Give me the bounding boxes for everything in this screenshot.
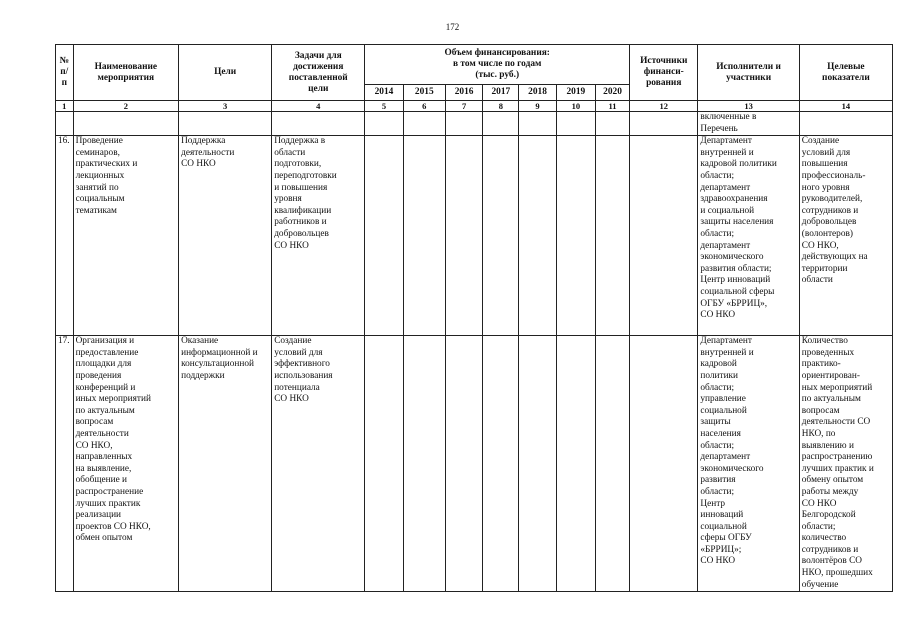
row-executors: Департамент внутренней и кадровой политики области; департамент здравоохранения и социальной защиты населения области; департамент экономического развития области; Центр инноваций социальной сферы ОГБУ «БРРИЦ», СО НКО — [698, 136, 799, 336]
header-year: 2014 — [365, 85, 403, 101]
header-no: № п/п — [56, 45, 74, 101]
table-row — [56, 336, 893, 592]
column-number: 12 — [630, 101, 698, 112]
row-tasks: Поддержка в области подготовки, переподготовки и повышения уровня квалификации работников и добровольцев СО НКО — [272, 136, 365, 336]
header-year: 2019 — [556, 85, 595, 101]
row-number: 17. — [56, 336, 74, 592]
column-number: 10 — [556, 101, 595, 112]
continuation-executors: включенные в Перечень — [698, 112, 799, 136]
column-number: 14 — [799, 101, 892, 112]
row-goals: Поддержка деятельности СО НКО — [179, 136, 272, 336]
column-number: 11 — [595, 101, 629, 112]
row-executors: Департамент внутренней и кадровой политики области; управление социальной защиты населения области; департамент экономического развития области; Центр инноваций социальной сферы ОГБУ «БРРИЦ»; СО НКО — [698, 336, 799, 592]
header-year: 2018 — [519, 85, 556, 101]
page-number: 172 — [445, 22, 460, 32]
header-year: 2017 — [483, 85, 519, 101]
column-number: 13 — [698, 101, 799, 112]
header-name: Наименование мероприятия — [73, 45, 179, 101]
column-number: 5 — [365, 101, 403, 112]
column-number: 1 — [56, 101, 74, 112]
program-table — [55, 44, 893, 592]
continuation-row — [56, 112, 893, 136]
row-number: 16. — [56, 136, 74, 336]
column-number: 7 — [445, 101, 482, 112]
table-row — [56, 136, 893, 336]
column-number: 9 — [519, 101, 556, 112]
row-goals: Оказание информационной и консультационной поддержки — [179, 336, 272, 592]
header-goals: Цели — [179, 45, 272, 101]
row-name: Проведение семинаров, практических и лекционных занятий по социальным тематикам — [73, 136, 179, 336]
header-sources: Источники финанси- рования — [630, 45, 698, 101]
header-year: 2020 — [595, 85, 629, 101]
header-year: 2016 — [445, 85, 482, 101]
header-year: 2015 — [403, 85, 445, 101]
column-number: 2 — [73, 101, 179, 112]
header-funding: Объем финансирования: в том числе по годам (тыс. руб.) — [365, 45, 630, 85]
column-number: 8 — [483, 101, 519, 112]
header-targets: Целевые показатели — [799, 45, 892, 101]
header-executors: Исполнители и участники — [698, 45, 799, 101]
row-tasks: Создание условий для эффективного использования потенциала СО НКО — [272, 336, 365, 592]
column-number: 6 — [403, 101, 445, 112]
row-name: Организация и предоставление площадки для проведения конференций и иных мероприятий по актуальным вопросам деятельности СО НКО, направленных на выявление, обобщение и распространение лучших практик реализации проектов СО НКО, обмен опытом — [73, 336, 179, 592]
row-targets: Создание условий для повышения профессиональ- ного уровня руководителей, сотрудников и добровольцев (волонтеров) СО НКО, действующих на территории области — [799, 136, 892, 336]
header-tasks: Задачи для достижения поставленной цели — [272, 45, 365, 101]
row-targets: Количество проведенных практико- ориентирован- ных мероприятий по актуальным вопросам деятельности СО НКО, по выявлению и распространению лучших практик и обмену опытом работы между СО НКО Белгородской области; количество сотрудников и волонтёров СО НКО, прошедших обучение — [799, 336, 892, 592]
column-number: 4 — [272, 101, 365, 112]
column-number: 3 — [179, 101, 272, 112]
